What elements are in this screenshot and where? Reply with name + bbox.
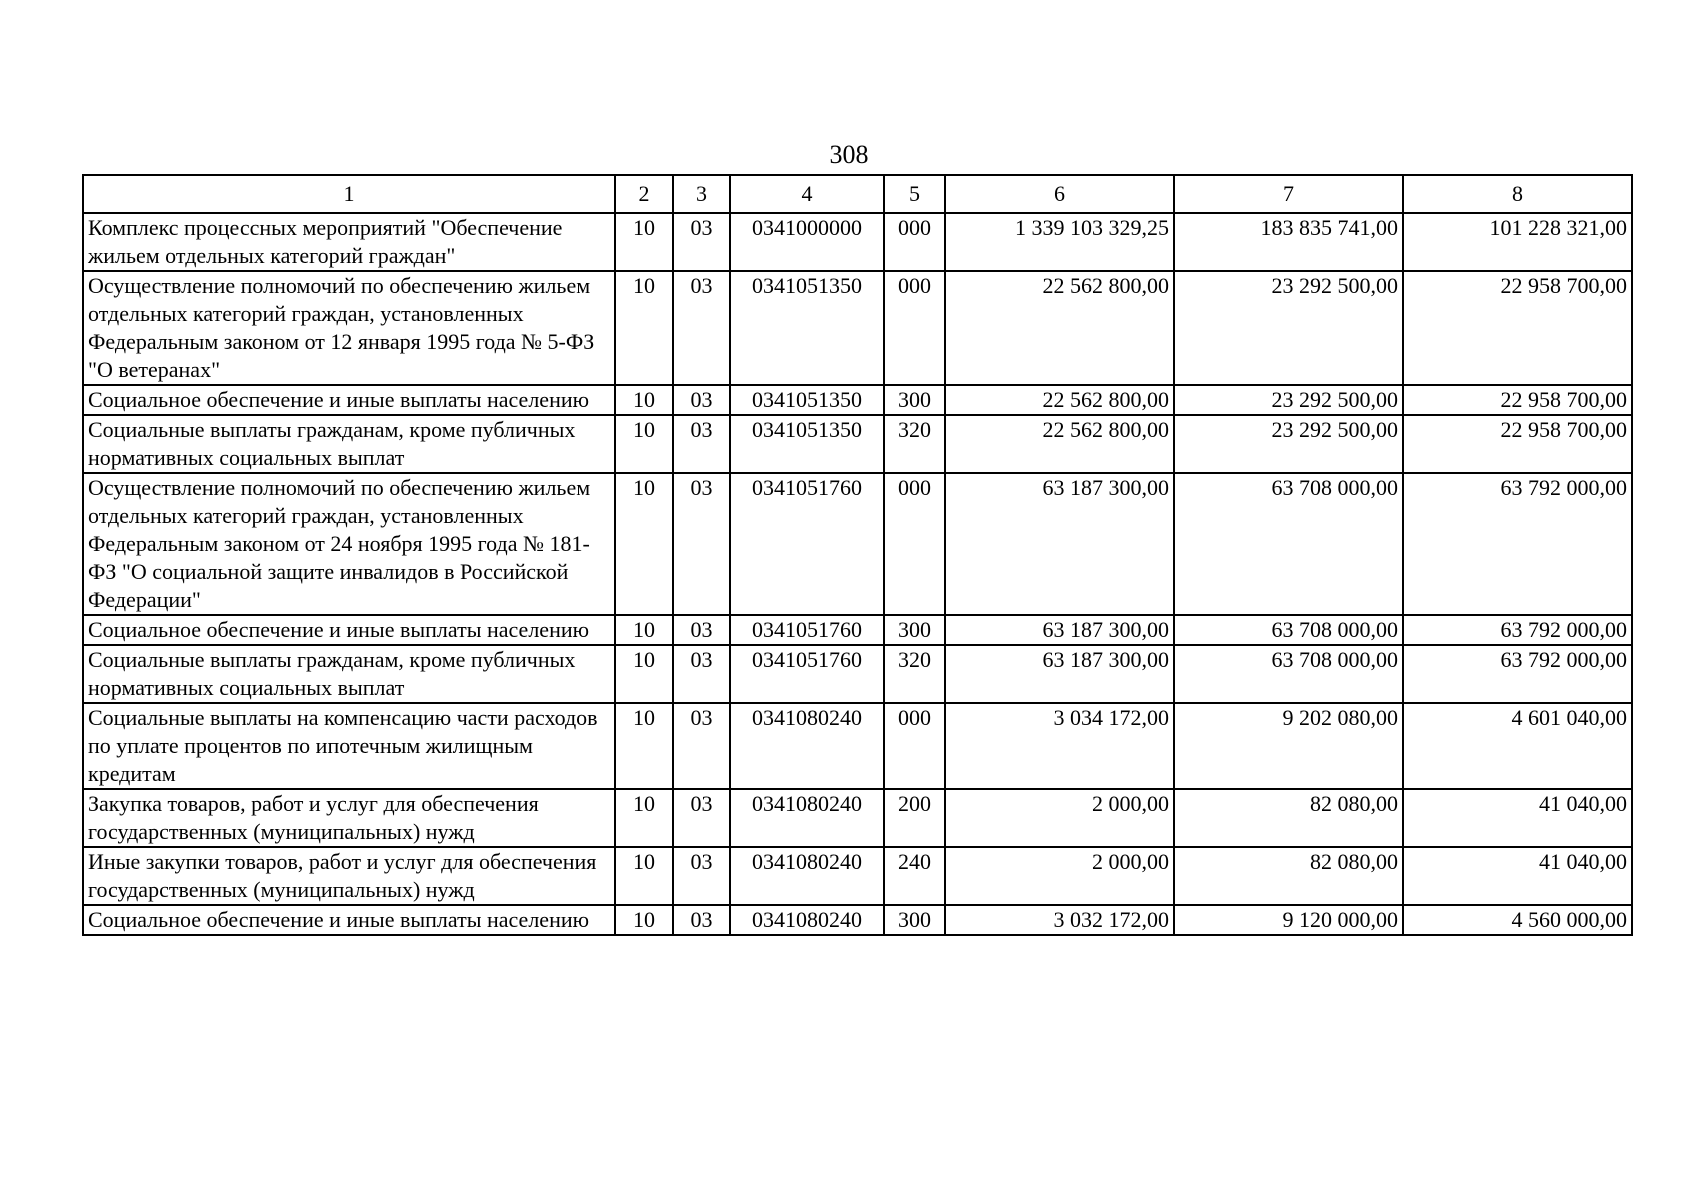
cell-amount-col7: 82 080,00 [1174, 789, 1403, 847]
cell-expense-type: 240 [884, 847, 945, 905]
row-name: Социальные выплаты гражданам, кроме публичных нормативных социальных выплат [83, 645, 615, 703]
cell-amount-col8: 22 958 700,00 [1403, 271, 1632, 385]
cell-amount-col6: 3 034 172,00 [945, 703, 1174, 789]
cell-amount-col6: 1 339 103 329,25 [945, 213, 1174, 271]
table-row [83, 703, 1632, 789]
cell-target-article: 0341051350 [730, 415, 884, 473]
header-row [83, 175, 1632, 213]
column-header-4: 4 [730, 175, 884, 213]
cell-subsection: 03 [673, 213, 730, 271]
cell-expense-type: 000 [884, 703, 945, 789]
cell-expense-type: 300 [884, 385, 945, 415]
column-header-3: 3 [673, 175, 730, 213]
cell-subsection: 03 [673, 703, 730, 789]
table-header [83, 175, 1632, 213]
cell-amount-col7: 63 708 000,00 [1174, 473, 1403, 615]
cell-amount-col8: 41 040,00 [1403, 789, 1632, 847]
cell-amount-col6: 63 187 300,00 [945, 615, 1174, 645]
table-row [83, 847, 1632, 905]
row-name: Социальное обеспечение и иные выплаты населению [83, 615, 615, 645]
cell-section: 10 [615, 847, 673, 905]
cell-amount-col7: 183 835 741,00 [1174, 213, 1403, 271]
cell-amount-col6: 2 000,00 [945, 847, 1174, 905]
cell-amount-col7: 23 292 500,00 [1174, 271, 1403, 385]
cell-amount-col6: 63 187 300,00 [945, 473, 1174, 615]
cell-amount-col8: 63 792 000,00 [1403, 615, 1632, 645]
table-row [83, 645, 1632, 703]
table-row [83, 415, 1632, 473]
cell-amount-col8: 41 040,00 [1403, 847, 1632, 905]
column-header-8: 8 [1403, 175, 1632, 213]
table-body [83, 213, 1632, 935]
cell-subsection: 03 [673, 789, 730, 847]
row-name: Социальное обеспечение и иные выплаты населению [83, 905, 615, 935]
table-row [83, 473, 1632, 615]
cell-amount-col6: 22 562 800,00 [945, 415, 1174, 473]
cell-amount-col6: 3 032 172,00 [945, 905, 1174, 935]
cell-target-article: 0341000000 [730, 213, 884, 271]
cell-section: 10 [615, 645, 673, 703]
cell-subsection: 03 [673, 615, 730, 645]
cell-amount-col7: 23 292 500,00 [1174, 385, 1403, 415]
table-row [83, 905, 1632, 935]
cell-expense-type: 300 [884, 615, 945, 645]
column-header-1: 1 [83, 175, 615, 213]
cell-subsection: 03 [673, 847, 730, 905]
cell-amount-col8: 22 958 700,00 [1403, 385, 1632, 415]
cell-amount-col7: 9 202 080,00 [1174, 703, 1403, 789]
row-name: Социальные выплаты на компенсацию части расходов по уплате процентов по ипотечным жилищным кредитам [83, 703, 615, 789]
row-name: Социальное обеспечение и иные выплаты населению [83, 385, 615, 415]
cell-section: 10 [615, 615, 673, 645]
cell-target-article: 0341080240 [730, 847, 884, 905]
row-name: Комплекс процессных мероприятий "Обеспечение жильем отдельных категорий граждан" [83, 213, 615, 271]
cell-section: 10 [615, 905, 673, 935]
cell-amount-col8: 101 228 321,00 [1403, 213, 1632, 271]
cell-section: 10 [615, 473, 673, 615]
cell-subsection: 03 [673, 385, 730, 415]
table-row [83, 213, 1632, 271]
cell-section: 10 [615, 213, 673, 271]
cell-section: 10 [615, 789, 673, 847]
cell-subsection: 03 [673, 415, 730, 473]
column-header-5: 5 [884, 175, 945, 213]
cell-amount-col8: 4 560 000,00 [1403, 905, 1632, 935]
cell-expense-type: 000 [884, 213, 945, 271]
row-name: Осуществление полномочий по обеспечению жильем отдельных категорий граждан, установленных Федеральным законом от 24 ноября 1995 года № 181-ФЗ "О социальной защите инвалидов в Российской Федерации" [83, 473, 615, 615]
cell-expense-type: 000 [884, 271, 945, 385]
cell-amount-col6: 22 562 800,00 [945, 385, 1174, 415]
cell-expense-type: 000 [884, 473, 945, 615]
column-header-6: 6 [945, 175, 1174, 213]
cell-amount-col6: 2 000,00 [945, 789, 1174, 847]
cell-target-article: 0341080240 [730, 905, 884, 935]
table-row [83, 385, 1632, 415]
cell-expense-type: 200 [884, 789, 945, 847]
table-row [83, 271, 1632, 385]
cell-target-article: 0341080240 [730, 789, 884, 847]
row-name: Иные закупки товаров, работ и услуг для обеспечения государственных (муниципальных) нужд [83, 847, 615, 905]
cell-subsection: 03 [673, 645, 730, 703]
cell-amount-col8: 63 792 000,00 [1403, 645, 1632, 703]
row-name: Осуществление полномочий по обеспечению жильем отдельных категорий граждан, установленных Федеральным законом от 12 января 1995 года № 5-ФЗ "О ветеранах" [83, 271, 615, 385]
cell-amount-col7: 23 292 500,00 [1174, 415, 1403, 473]
cell-expense-type: 320 [884, 415, 945, 473]
cell-target-article: 0341051350 [730, 271, 884, 385]
cell-amount-col8: 4 601 040,00 [1403, 703, 1632, 789]
cell-target-article: 0341080240 [730, 703, 884, 789]
column-header-7: 7 [1174, 175, 1403, 213]
budget-table [82, 174, 1633, 936]
row-name: Закупка товаров, работ и услуг для обеспечения государственных (муниципальных) нужд [83, 789, 615, 847]
table-row [83, 789, 1632, 847]
cell-amount-col7: 9 120 000,00 [1174, 905, 1403, 935]
cell-amount-col6: 63 187 300,00 [945, 645, 1174, 703]
cell-amount-col7: 82 080,00 [1174, 847, 1403, 905]
cell-target-article: 0341051760 [730, 615, 884, 645]
page-number: 308 [829, 140, 869, 169]
cell-section: 10 [615, 271, 673, 385]
row-name: Социальные выплаты гражданам, кроме публичных нормативных социальных выплат [83, 415, 615, 473]
table-row [83, 615, 1632, 645]
cell-section: 10 [615, 703, 673, 789]
cell-amount-col7: 63 708 000,00 [1174, 645, 1403, 703]
cell-target-article: 0341051760 [730, 645, 884, 703]
cell-amount-col6: 22 562 800,00 [945, 271, 1174, 385]
cell-target-article: 0341051350 [730, 385, 884, 415]
cell-amount-col8: 22 958 700,00 [1403, 415, 1632, 473]
cell-section: 10 [615, 415, 673, 473]
cell-target-article: 0341051760 [730, 473, 884, 615]
cell-expense-type: 300 [884, 905, 945, 935]
cell-section: 10 [615, 385, 673, 415]
cell-subsection: 03 [673, 271, 730, 385]
cell-amount-col8: 63 792 000,00 [1403, 473, 1632, 615]
column-header-2: 2 [615, 175, 673, 213]
cell-expense-type: 320 [884, 645, 945, 703]
cell-subsection: 03 [673, 905, 730, 935]
cell-amount-col7: 63 708 000,00 [1174, 615, 1403, 645]
cell-subsection: 03 [673, 473, 730, 615]
